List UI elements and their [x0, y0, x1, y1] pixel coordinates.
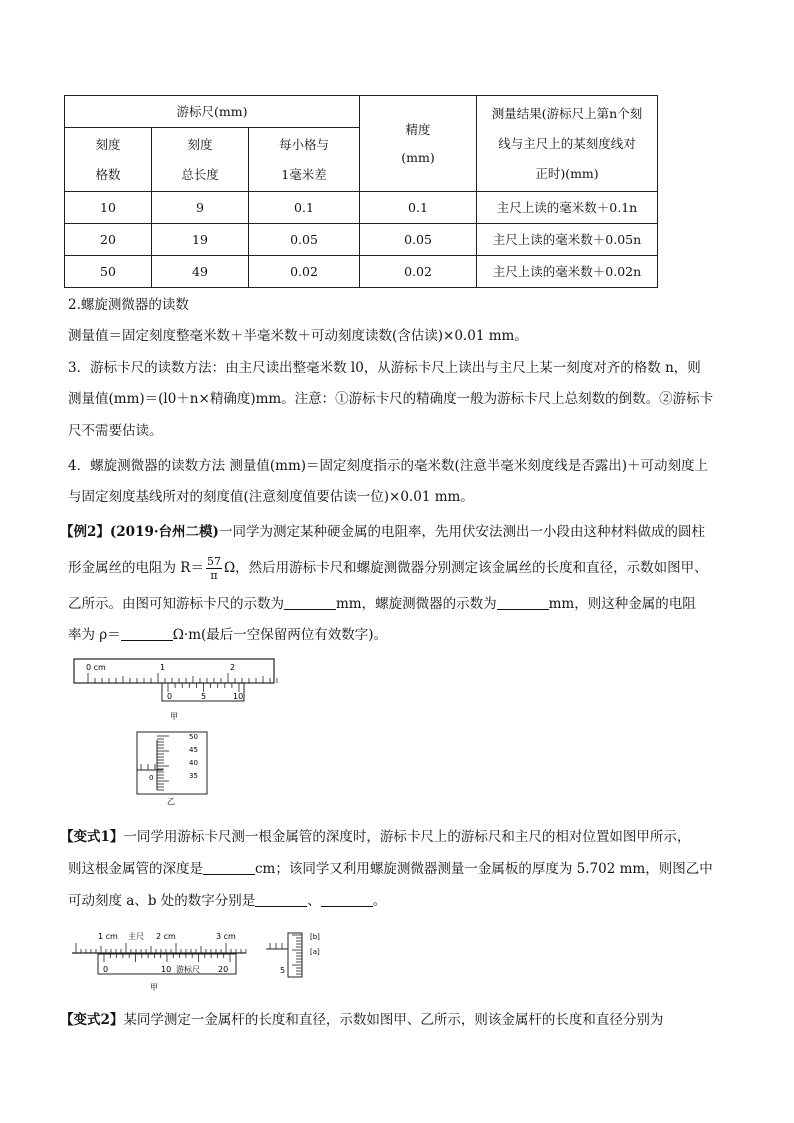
- vernier-label: 10: [161, 965, 172, 974]
- subheader-diff: 每小格与 1毫米差: [249, 128, 360, 192]
- main-scale-label: 2: [230, 663, 236, 672]
- subheader-divisions: 刻度 格数: [65, 128, 152, 192]
- variant-1-tag: 【变式1】: [60, 829, 124, 845]
- vernier-scale-ticks: [168, 683, 239, 692]
- paragraph: 4．螺旋测微器的读数方法 测量值(mm)＝固定刻度指示的毫米数(注意半毫米刻度线是否露出)＋可动刻度上: [68, 458, 709, 474]
- vernier-label: 0: [167, 692, 173, 701]
- vernier-label: 10: [233, 692, 244, 701]
- table-row: 10 9 0.1 0.1 主尺上读的毫米数＋0.1n: [65, 192, 658, 224]
- thimble-ticks: [270, 935, 302, 974]
- header-vernier: 游标尺(mm): [65, 96, 360, 128]
- variant-1-line2: 则这根金属管的深度是 cm；该同学又利用螺旋测微器测量一金属板的厚度为 5.702 mm，则图乙中: [68, 861, 713, 877]
- main-scale-label: 0 cm: [86, 663, 106, 672]
- header-result: 测量结果(游标尺上第n个刻 线与主尺上的某刻度线对 正时)(mm): [477, 96, 658, 192]
- main-scale-label: 1: [160, 663, 166, 672]
- answer-blank[interactable]: [203, 861, 255, 876]
- vernier-reference-table: [64, 95, 658, 288]
- fraction: $\frac{57}{\pi}$: [206, 555, 221, 582]
- main-scale-ticks: [88, 673, 277, 683]
- example-2-line3: 乙所示。由图可知游标卡尺的示数为 mm，螺旋测微器的示数为 mm，则这种金属的电阻: [68, 596, 696, 612]
- answer-blank[interactable]: [321, 893, 373, 908]
- paragraph: 测量值＝固定刻度整毫米数＋半毫米数＋可动刻度读数(含估读)×0.01 mm。: [68, 328, 528, 344]
- variant-2-line1: 【变式2】某同学测定一金属杆的长度和直径，示数如图甲、乙所示，则该金属杆的长度和直径分别为: [60, 1012, 664, 1028]
- variant-2-tag: 【变式2】: [60, 1012, 124, 1028]
- fixed-scale-label: 5: [280, 966, 286, 975]
- main-scale-label: 主尺: [128, 932, 144, 941]
- thimble-label-b: [b]: [310, 933, 320, 941]
- figure-caption: 乙: [167, 797, 175, 806]
- example-2-line2: 形金属丝的电阻为 R＝ $\frac{57}{\pi}$ Ω，然后用游标卡尺和螺旋测微器分别测定该金属丝的长度和直径，示数如图甲、: [68, 555, 708, 582]
- answer-blank[interactable]: [284, 596, 336, 611]
- section-micrometer-title: 2.螺旋测微器的读数: [68, 297, 189, 313]
- paragraph: 与固定刻度基线所对的刻度值(注意刻度值要估读一位)×0.01 mm。: [68, 489, 474, 505]
- example-2-tag: 【例2】(2019·台州二模): [60, 524, 219, 540]
- vernier-label: 20: [218, 965, 229, 974]
- subheader-length: 刻度 总长度: [152, 128, 249, 192]
- variant-1-line3: 可动刻度 a、b 处的数字分别是 、 。: [68, 893, 387, 909]
- vernier-label: 游标尺: [176, 965, 200, 974]
- paragraph: 尺不需要估读。: [68, 423, 163, 439]
- micrometer-figure: [135, 730, 215, 810]
- fixed-scale-label: 0: [149, 774, 154, 782]
- main-scale-label: 2 cm: [156, 932, 176, 941]
- header-precision: 精度 (mm): [360, 96, 477, 192]
- table-row: 20 19 0.05 0.05 主尺上读的毫米数＋0.05n: [65, 224, 658, 256]
- paragraph: 3．游标卡尺的读数方法：由主尺读出整毫米数 l0，从游标卡尺上读出与主尺上某一刻度对齐的格数 n，则: [68, 360, 701, 376]
- example-2-line4: 率为 ρ＝ Ω·m(最后一空保留两位有效数字)。: [68, 627, 388, 643]
- vernier-caliper-figure: [70, 655, 280, 725]
- answer-blank[interactable]: [497, 596, 549, 611]
- example-2-line1: 【例2】(2019·台州二模)一同学为测定某种硬金属的电阻率，先用伏安法测出一小段由这种材料做成的圆柱: [60, 524, 705, 540]
- vernier-scale-ticks: [104, 954, 230, 962]
- figure-caption: 甲: [170, 712, 178, 721]
- figure-caption: 甲: [150, 983, 158, 992]
- variant-1-line1: 【变式1】一同学用游标卡尺测一根金属管的深度时，游标卡尺上的游标尺和主尺的相对位置如图甲所示，: [60, 829, 691, 845]
- answer-blank[interactable]: [255, 893, 307, 908]
- depth-vernier-figure: [68, 927, 253, 995]
- thimble-label: 40: [189, 759, 198, 767]
- vernier-label: 5: [201, 692, 207, 701]
- main-scale-label: 1 cm: [98, 932, 118, 941]
- table-row: 50 49 0.02 0.02 主尺上读的毫米数＋0.02n: [65, 256, 658, 288]
- thimble-ticks: [141, 736, 169, 790]
- main-scale-label: 3 cm: [216, 932, 236, 941]
- thimble-body: [288, 933, 302, 977]
- answer-blank[interactable]: [121, 627, 173, 642]
- thimble-label: 45: [189, 746, 198, 754]
- main-scale-ticks: [76, 943, 246, 953]
- micrometer-blank-figure: [262, 927, 332, 987]
- thimble-label-a: [a]: [310, 948, 320, 956]
- vernier-label: 0: [103, 965, 109, 974]
- thimble-label: 50: [189, 733, 198, 741]
- paragraph: 测量值(mm)＝(l0＋n×精确度)mm。注意：①游标卡尺的精确度一般为游标卡尺上总刻数的倒数。②游标卡: [68, 391, 714, 407]
- thimble-label: 35: [189, 772, 198, 780]
